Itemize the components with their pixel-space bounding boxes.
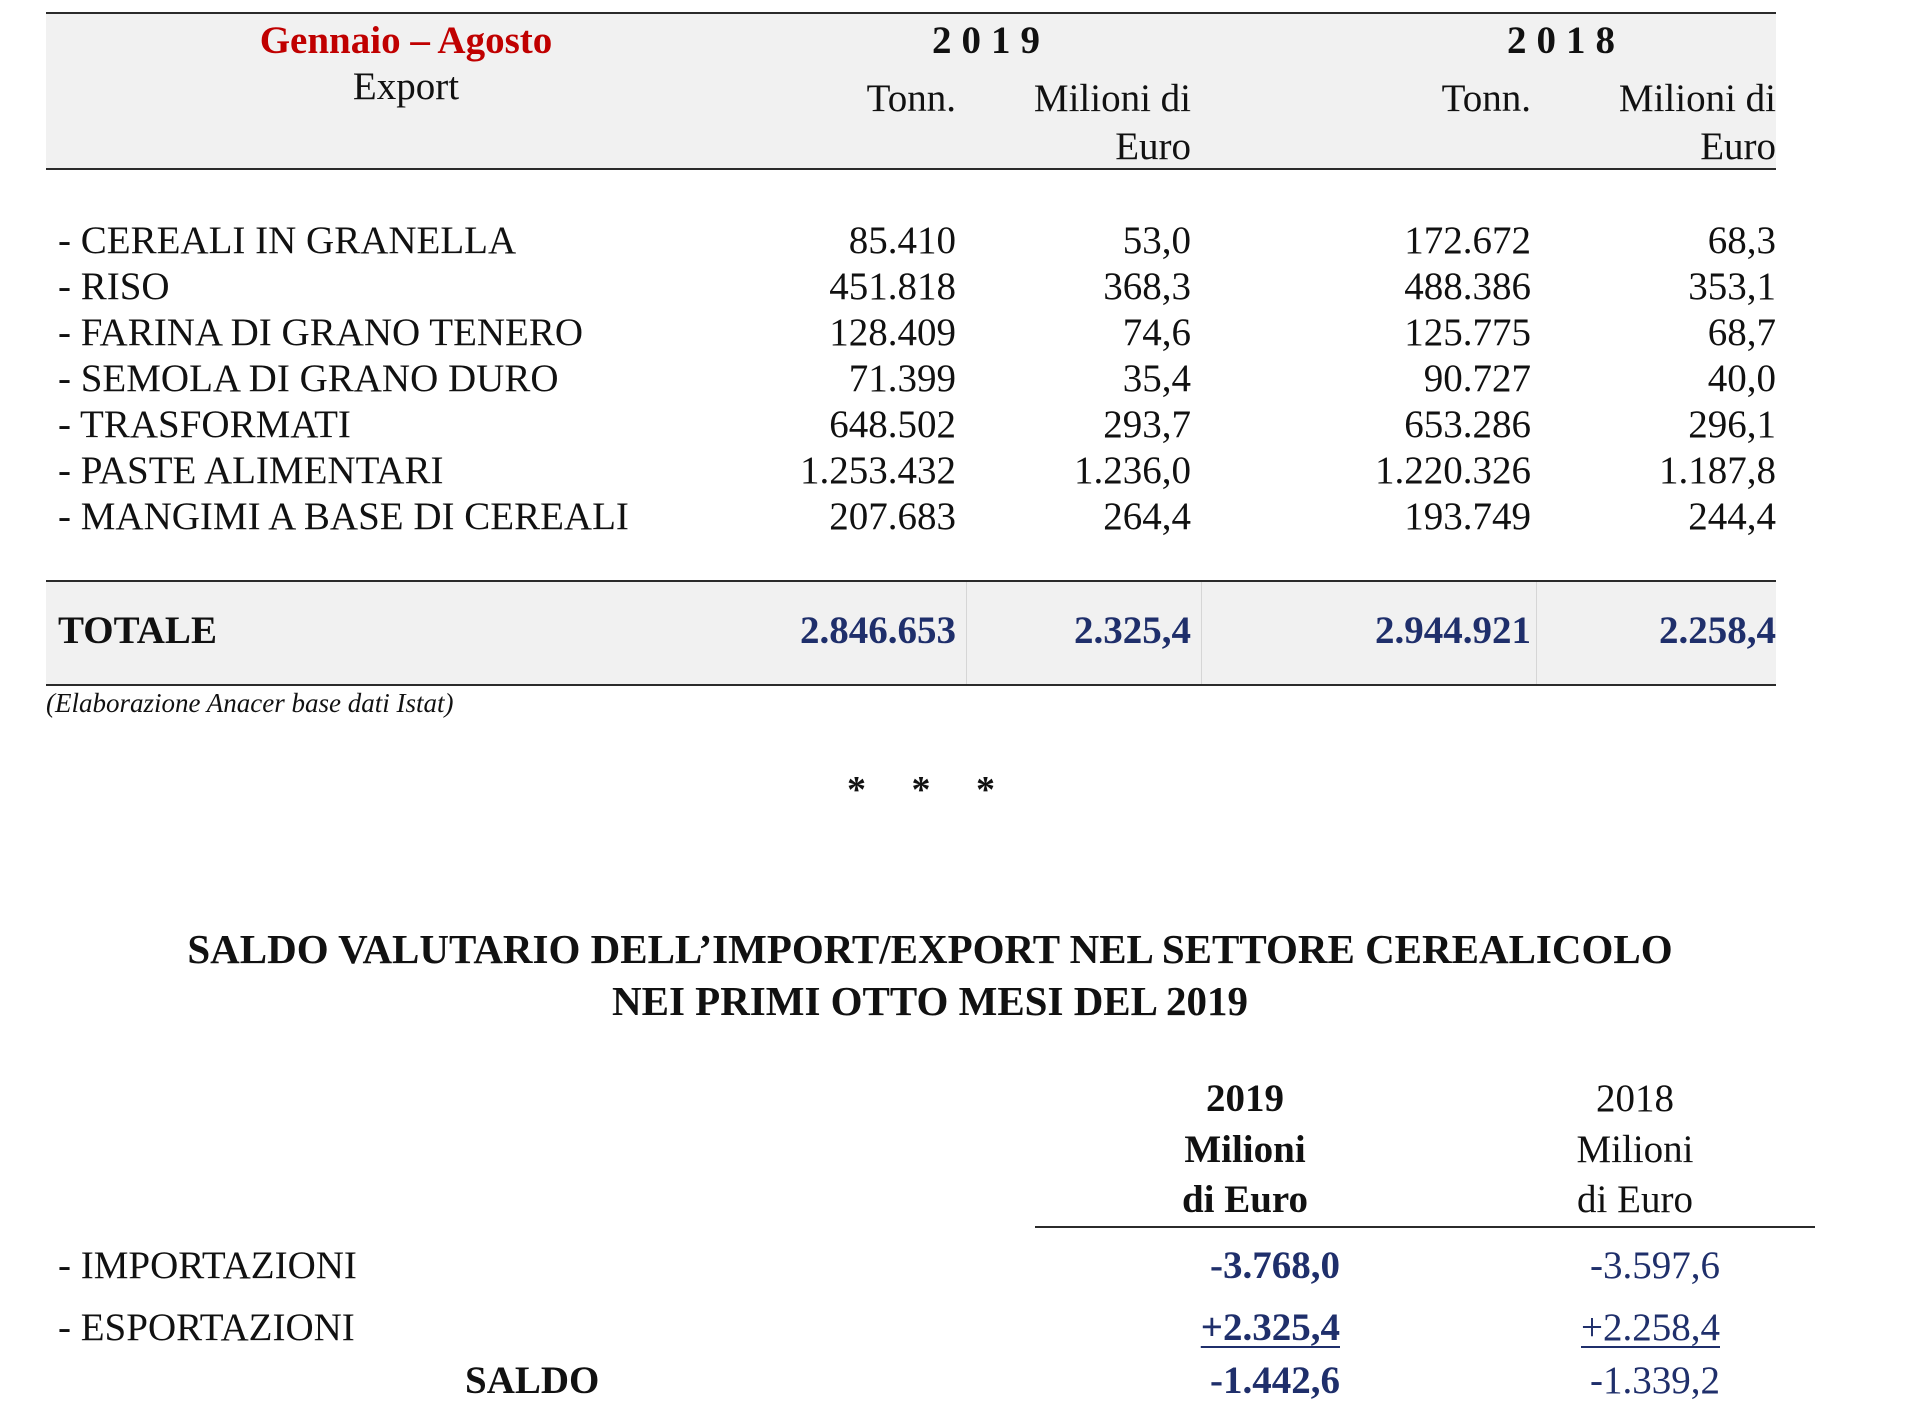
euro-2018: 1.187,8 [1659,449,1776,492]
tonn-2019: 451.818 [829,265,956,308]
saldo-header-rule [1035,1226,1815,1228]
saldo-unit-2019-line1: Milioni [1184,1128,1306,1171]
tonn-2018: 125.775 [1404,311,1531,354]
row-label: - RISO [58,265,170,308]
euro-2018: 296,1 [1688,403,1776,446]
row-label: - IMPORTAZIONI [58,1244,357,1287]
section-separator: * * * [847,769,1013,811]
tonn-2018: 90.727 [1423,357,1531,400]
saldo-unit-2018-line2: di Euro [1577,1178,1693,1221]
column-divider [1536,580,1537,684]
saldo-unit-2018-line1: Milioni [1576,1128,1694,1171]
unit-euro-2018-line2: Euro [1700,125,1776,168]
year-2018-header: 2018 [1507,19,1625,62]
row-label: - PASTE ALIMENTARI [58,449,444,492]
unit-euro-2019-line1: Milioni di [1033,77,1191,120]
tonn-2018: 653.286 [1404,403,1531,446]
table-bottom-rule [46,684,1776,686]
unit-euro-2019-line2: Euro [1115,125,1191,168]
total-euro-2018: 2.258,4 [1659,609,1776,652]
tonn-2019: 128.409 [829,311,956,354]
source-note: (Elaborazione Anacer base dati Istat) [46,688,454,718]
header-bottom-rule [46,168,1776,170]
unit-tonn-2018: Tonn. [1441,77,1531,120]
saldo-year-2019: 2019 [1206,1077,1284,1120]
tonn-2018: 488.386 [1404,265,1531,308]
total-label: TOTALE [58,609,217,652]
saldo-value-2018: -3.597,6 [1590,1244,1720,1287]
euro-2019: 368,3 [1103,265,1191,308]
row-label: - FARINA DI GRANO TENERO [58,311,584,354]
tonn-2018: 193.749 [1404,495,1531,538]
saldo-year-2018: 2018 [1596,1077,1674,1120]
saldo-value-2019 [1100,1305,1340,1351]
euro-2018: 68,7 [1707,311,1776,354]
row-label: - ESPORTAZIONI [58,1306,355,1349]
total-tonn-2019: 2.846.653 [800,609,956,652]
period-label: Gennaio – Agosto [259,19,553,62]
saldo-unit-2019-line2: di Euro [1181,1178,1309,1221]
year-2019-header: 2019 [932,19,1050,62]
unit-tonn-2019: Tonn. [866,77,956,120]
total-tonn-2018: 2.944.921 [1375,609,1531,652]
saldo-value-2019: -3.768,0 [1210,1244,1340,1287]
tonn-2019: 648.502 [829,403,956,446]
balance-label: SALDO [465,1359,600,1402]
saldo-value-2018 [1480,1305,1720,1351]
row-label: - SEMOLA DI GRANO DURO [58,357,559,400]
euro-2019: 35,4 [1122,357,1191,400]
table-top-rule [46,12,1776,14]
euro-2018: 40,0 [1707,357,1776,400]
euro-2018: 68,3 [1707,219,1776,262]
unit-euro-2018-line1: Milioni di [1618,77,1776,120]
saldo-title-line2: NEI PRIMI OTTO MESI DEL 2019 [611,978,1248,1024]
row-label: - CEREALI IN GRANELLA [58,219,517,262]
saldo-value-2019-text: +2.325,4 [1200,1306,1340,1349]
euro-2018: 244,4 [1688,495,1776,538]
tonn-2019: 71.399 [848,357,956,400]
row-label: - TRASFORMATI [58,403,351,446]
tonn-2018: 1.220.326 [1375,449,1531,492]
balance-value-2018: -1.339,2 [1590,1359,1720,1402]
euro-2019: 74,6 [1122,311,1191,354]
tonn-2018: 172.672 [1404,219,1531,262]
total-top-rule [46,580,1776,582]
euro-2019: 264,4 [1103,495,1191,538]
saldo-title-line1: SALDO VALUTARIO DELL’IMPORT/EXPORT NEL SETTORE CEREALICOLO [187,926,1673,972]
euro-2019: 293,7 [1103,403,1191,446]
tonn-2019: 1.253.432 [800,449,956,492]
tonn-2019: 207.683 [829,495,956,538]
euro-2019: 53,0 [1122,219,1191,262]
column-divider [1201,580,1202,684]
total-euro-2019: 2.325,4 [1074,609,1191,652]
euro-2018: 353,1 [1688,265,1776,308]
saldo-value-2018-text: +2.258,4 [1581,1306,1720,1349]
row-label: - MANGIMI A BASE DI CEREALI [58,495,629,538]
euro-2019: 1.236,0 [1074,449,1191,492]
balance-value-2019: -1.442,6 [1210,1359,1340,1402]
tonn-2019: 85.410 [848,219,956,262]
section-label: Export [352,65,460,108]
